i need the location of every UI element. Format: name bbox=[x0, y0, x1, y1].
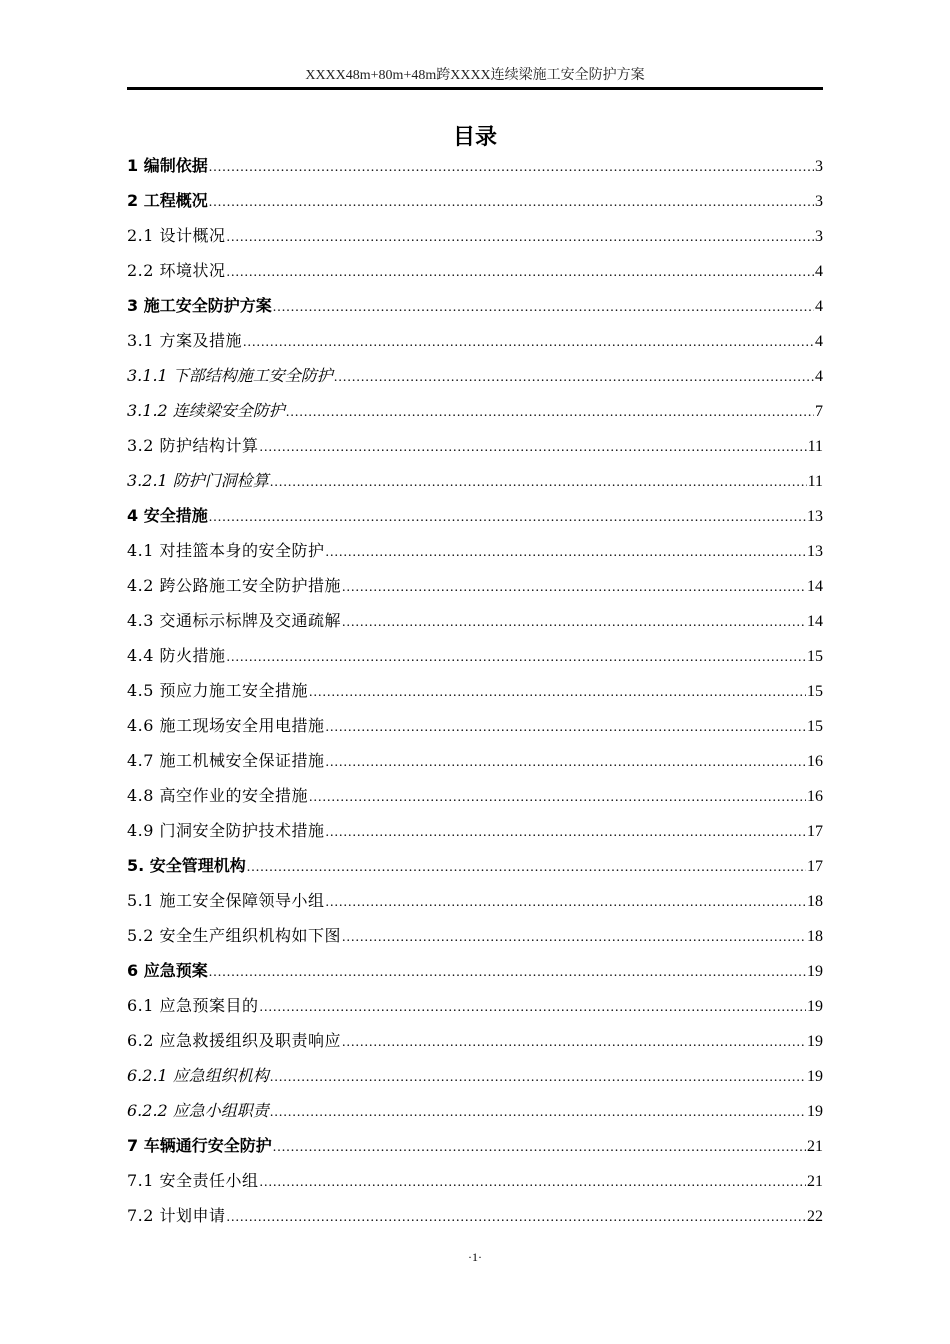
toc-dot-leader bbox=[270, 1060, 806, 1095]
toc-entry-label: 3.2 防护结构计算 bbox=[127, 436, 259, 455]
toc-entry-label: 3.1.2 连续梁安全防护 bbox=[127, 401, 285, 420]
toc-dot-leader bbox=[209, 955, 806, 990]
toc-entry-page: 15 bbox=[807, 648, 823, 665]
toc-entry-page: 17 bbox=[807, 858, 823, 875]
toc-entry-label: 4.2 跨公路施工安全防护措施 bbox=[127, 576, 342, 595]
toc-dot-leader bbox=[309, 675, 806, 710]
toc-entry[interactable] bbox=[127, 778, 823, 813]
toc-dot-leader bbox=[227, 640, 806, 675]
toc-entry-page: 19 bbox=[807, 998, 823, 1015]
toc-entry-label: 4.7 施工机械安全保证措施 bbox=[127, 751, 325, 770]
toc-entry-page: 3 bbox=[815, 193, 823, 210]
toc-entry-label: 4.8 高空作业的安全措施 bbox=[127, 786, 309, 805]
toc-entry[interactable] bbox=[127, 183, 823, 218]
toc-entry-label: 4.5 预应力施工安全措施 bbox=[127, 681, 309, 700]
toc-entry[interactable] bbox=[127, 1058, 823, 1093]
toc-entry[interactable] bbox=[127, 953, 823, 988]
toc-dot-leader bbox=[247, 850, 806, 885]
toc-entry-label: 5. 安全管理机构 bbox=[127, 856, 246, 875]
toc-entry-page: 16 bbox=[807, 753, 823, 770]
toc-entry-label: 3.1 方案及措施 bbox=[127, 331, 243, 350]
toc-entry[interactable] bbox=[127, 988, 823, 1023]
toc-entry[interactable] bbox=[127, 428, 823, 463]
toc-dot-leader bbox=[286, 395, 814, 430]
toc-entry[interactable] bbox=[127, 813, 823, 848]
toc-entry-label: 4.9 门洞安全防护技术措施 bbox=[127, 821, 325, 840]
toc-dot-leader bbox=[209, 150, 814, 185]
toc-entry-label: 6.2 应急救援组织及职责响应 bbox=[127, 1031, 342, 1050]
toc-entry-label: 6 应急预案 bbox=[127, 961, 208, 980]
toc-entry[interactable] bbox=[127, 533, 823, 568]
toc-entry-page: 11 bbox=[807, 438, 823, 455]
toc-entry-label: 4 安全措施 bbox=[127, 506, 208, 525]
toc-entry-page: 19 bbox=[807, 1103, 823, 1120]
toc-dot-leader bbox=[342, 570, 806, 605]
toc-dot-leader bbox=[270, 465, 807, 500]
toc-entry-page: 14 bbox=[807, 578, 823, 595]
toc-dot-leader bbox=[326, 745, 806, 780]
toc-entry-page: 19 bbox=[807, 1033, 823, 1050]
table-of-contents bbox=[127, 148, 823, 1233]
toc-entry-page: 15 bbox=[807, 683, 823, 700]
toc-entry[interactable] bbox=[127, 708, 823, 743]
toc-entry-label: 4.3 交通标示标牌及交通疏解 bbox=[127, 611, 342, 630]
toc-entry[interactable] bbox=[127, 498, 823, 533]
toc-entry-page: 4 bbox=[815, 368, 823, 385]
toc-entry-page: 14 bbox=[807, 613, 823, 630]
toc-entry-page: 21 bbox=[807, 1138, 823, 1155]
toc-entry[interactable] bbox=[127, 1093, 823, 1128]
toc-entry-page: 15 bbox=[807, 718, 823, 735]
toc-dot-leader bbox=[227, 220, 814, 255]
toc-entry-page: 4 bbox=[815, 263, 823, 280]
toc-entry[interactable] bbox=[127, 358, 823, 393]
toc-entry-page: 16 bbox=[807, 788, 823, 805]
toc-entry-page: 19 bbox=[807, 1068, 823, 1085]
toc-entry-page: 11 bbox=[807, 473, 823, 490]
toc-entry-label: 7 车辆通行安全防护 bbox=[127, 1136, 272, 1155]
toc-entry-label: 6.2.1 应急组织机构 bbox=[127, 1066, 269, 1085]
toc-entry-page: 4 bbox=[815, 333, 823, 350]
toc-entry[interactable] bbox=[127, 918, 823, 953]
toc-entry[interactable] bbox=[127, 743, 823, 778]
toc-entry-label: 3.2.1 防护门洞检算 bbox=[127, 471, 269, 490]
toc-dot-leader bbox=[309, 780, 806, 815]
toc-entry-page: 21 bbox=[807, 1173, 823, 1190]
toc-entry[interactable] bbox=[127, 1198, 823, 1233]
toc-entry[interactable] bbox=[127, 638, 823, 673]
header-rule bbox=[127, 87, 823, 90]
toc-dot-leader bbox=[342, 920, 806, 955]
toc-dot-leader bbox=[326, 815, 806, 850]
toc-entry[interactable] bbox=[127, 323, 823, 358]
toc-entry-page: 18 bbox=[807, 928, 823, 945]
toc-dot-leader bbox=[260, 1165, 806, 1200]
toc-entry[interactable] bbox=[127, 253, 823, 288]
toc-entry[interactable] bbox=[127, 848, 823, 883]
toc-dot-leader bbox=[260, 430, 807, 465]
toc-dot-leader bbox=[326, 535, 806, 570]
toc-dot-leader bbox=[342, 1025, 806, 1060]
toc-dot-leader bbox=[243, 325, 814, 360]
toc-entry[interactable] bbox=[127, 148, 823, 183]
toc-entry-page: 4 bbox=[815, 298, 823, 315]
toc-entry-page: 19 bbox=[807, 963, 823, 980]
toc-title: 目录 bbox=[452, 125, 497, 150]
toc-entry-page: 13 bbox=[807, 543, 823, 560]
toc-entry-label: 3 施工安全防护方案 bbox=[127, 296, 272, 315]
toc-entry-label: 6.1 应急预案目的 bbox=[127, 996, 259, 1015]
toc-dot-leader bbox=[273, 290, 814, 325]
toc-dot-leader bbox=[209, 500, 806, 535]
toc-dot-leader bbox=[342, 605, 806, 640]
toc-dot-leader bbox=[260, 990, 806, 1025]
toc-entry[interactable] bbox=[127, 568, 823, 603]
toc-entry-label: 2 工程概况 bbox=[127, 191, 208, 210]
toc-entry-page: 3 bbox=[815, 158, 823, 175]
toc-entry[interactable] bbox=[127, 463, 823, 498]
toc-entry-page: 13 bbox=[807, 508, 823, 525]
toc-entry[interactable] bbox=[127, 673, 823, 708]
toc-dot-leader bbox=[273, 1130, 806, 1165]
toc-entry-page: 7 bbox=[815, 403, 823, 420]
toc-entry-label: 2.1 设计概况 bbox=[127, 226, 226, 245]
toc-dot-leader bbox=[227, 1200, 806, 1235]
toc-entry-label: 3.1.1 下部结构施工安全防护 bbox=[127, 366, 333, 385]
toc-entry[interactable] bbox=[127, 288, 823, 323]
page-header: XXXX48m+80m+48m跨XXXX连续梁施工安全防护方案 bbox=[305, 68, 645, 83]
toc-dot-leader bbox=[326, 710, 806, 745]
toc-dot-leader bbox=[270, 1095, 806, 1130]
toc-entry-label: 2.2 环境状况 bbox=[127, 261, 226, 280]
toc-entry-label: 7.2 计划申请 bbox=[127, 1206, 226, 1225]
toc-entry[interactable] bbox=[127, 883, 823, 918]
toc-dot-leader bbox=[227, 255, 814, 290]
toc-entry-label: 4.4 防火措施 bbox=[127, 646, 226, 665]
toc-entry-page: 3 bbox=[815, 228, 823, 245]
toc-entry-page: 22 bbox=[807, 1208, 823, 1225]
toc-entry[interactable] bbox=[127, 1023, 823, 1058]
toc-entry-label: 4.6 施工现场安全用电措施 bbox=[127, 716, 325, 735]
toc-entry[interactable] bbox=[127, 218, 823, 253]
toc-entry-label: 1 编制依据 bbox=[127, 156, 208, 175]
toc-entry-label: 4.1 对挂篮本身的安全防护 bbox=[127, 541, 325, 560]
toc-entry-label: 5.2 安全生产组织机构如下图 bbox=[127, 926, 342, 945]
toc-entry-label: 6.2.2 应急小组职责 bbox=[127, 1101, 269, 1120]
toc-dot-leader bbox=[334, 360, 814, 395]
toc-entry[interactable] bbox=[127, 603, 823, 638]
toc-entry-label: 5.1 施工安全保障领导小组 bbox=[127, 891, 325, 910]
toc-entry[interactable] bbox=[127, 1128, 823, 1163]
toc-entry-label: 7.1 安全责任小组 bbox=[127, 1171, 259, 1190]
page-number: ·1· bbox=[468, 1250, 482, 1264]
toc-entry[interactable] bbox=[127, 393, 823, 428]
toc-dot-leader bbox=[326, 885, 806, 920]
toc-entry-page: 18 bbox=[807, 893, 823, 910]
toc-dot-leader bbox=[209, 185, 814, 220]
toc-entry[interactable] bbox=[127, 1163, 823, 1198]
toc-entry-page: 17 bbox=[807, 823, 823, 840]
